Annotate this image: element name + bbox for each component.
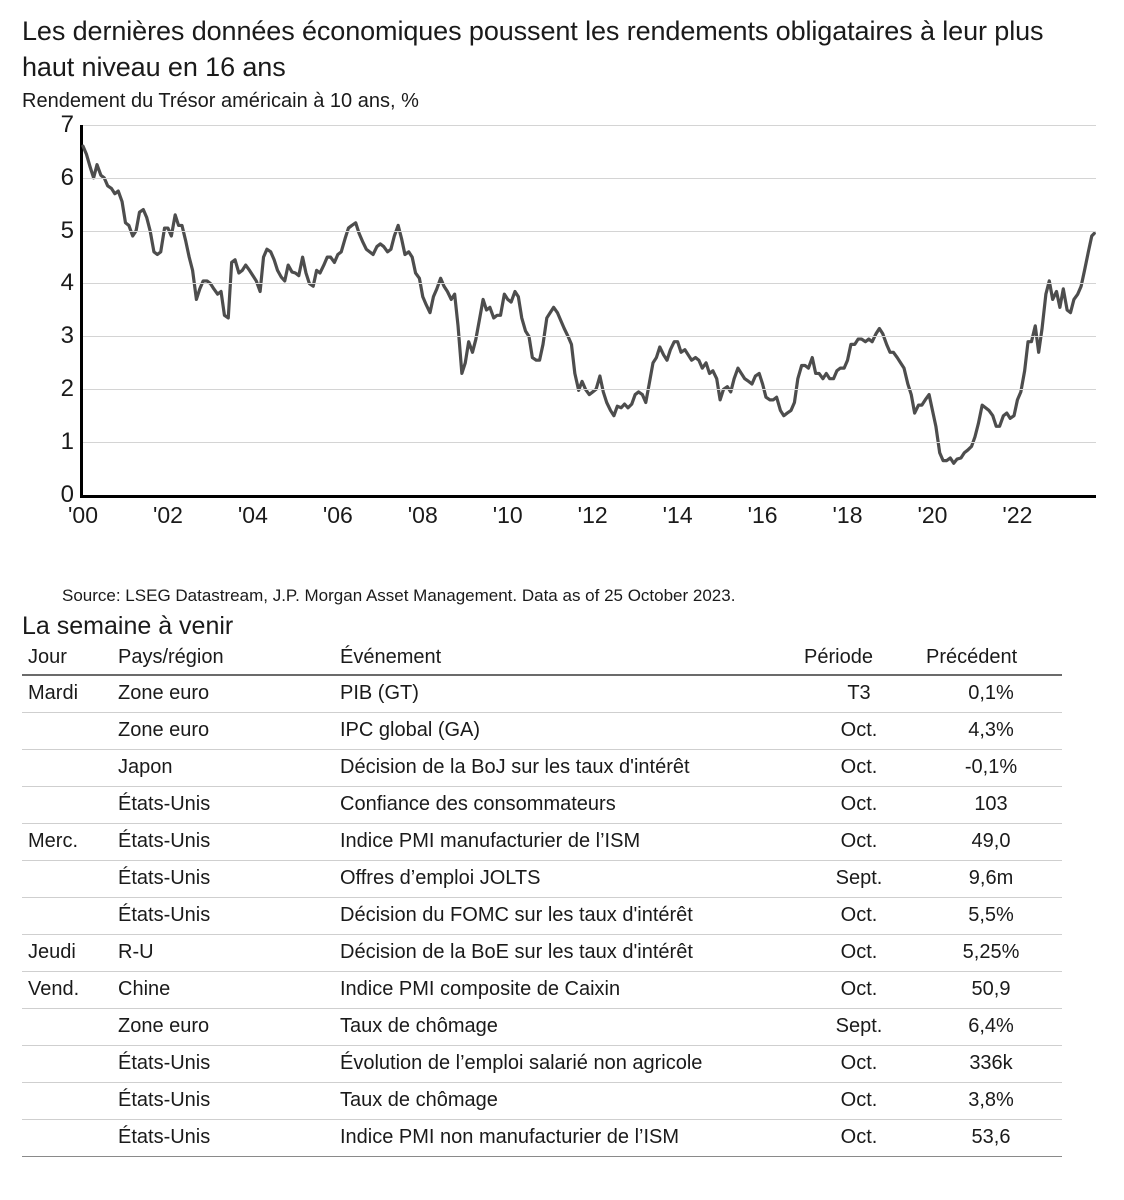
chart-gridline (83, 442, 1096, 443)
cell-region: Chine (112, 971, 334, 1008)
cell-event: PIB (GT) (334, 675, 798, 713)
table-row (22, 860, 1062, 897)
y-axis-tick-label: 3 (60, 322, 74, 350)
y-axis-tick-label: 4 (60, 269, 74, 297)
cell-period: Sept. (798, 860, 920, 897)
chart-gridline (83, 178, 1096, 179)
cell-event: Taux de chômage (334, 1082, 798, 1119)
table-row (22, 897, 1062, 934)
cell-period: Sept. (798, 1008, 920, 1045)
cell-region: Zone euro (112, 712, 334, 749)
cell-period: Oct. (798, 786, 920, 823)
table-header-row (22, 643, 1062, 675)
cell-period: Oct. (798, 823, 920, 860)
table-row (22, 823, 1062, 860)
cell-event: Indice PMI composite de Caixin (334, 971, 798, 1008)
cell-previous: 5,5% (920, 897, 1062, 934)
yield-line-series (83, 125, 1096, 495)
cell-event: Évolution de l’emploi salarié non agricole (334, 1045, 798, 1082)
cell-day (22, 1119, 112, 1156)
cell-previous: -0,1% (920, 749, 1062, 786)
y-axis-tick-label: 7 (60, 110, 74, 138)
column-header-event: Événement (334, 643, 798, 675)
cell-day: Jeudi (22, 934, 112, 971)
cell-period: Oct. (798, 749, 920, 786)
x-axis-tick-label: '20 (917, 501, 948, 528)
cell-previous: 49,0 (920, 823, 1062, 860)
column-header-day: Jour (22, 643, 112, 675)
cell-previous: 6,4% (920, 1008, 1062, 1045)
chart-gridline (83, 283, 1096, 284)
cell-period: Oct. (798, 897, 920, 934)
x-axis-tick-label: '04 (237, 501, 268, 528)
cell-previous: 53,6 (920, 1119, 1062, 1156)
cell-period: Oct. (798, 1119, 920, 1156)
x-axis-tick-label: '10 (492, 501, 523, 528)
cell-previous: 0,1% (920, 675, 1062, 713)
cell-event: Indice PMI manufacturier de l’ISM (334, 823, 798, 860)
table-row (22, 712, 1062, 749)
cell-period: Oct. (798, 934, 920, 971)
table-row (22, 1045, 1062, 1082)
cell-previous: 9,6m (920, 860, 1062, 897)
cell-day (22, 1045, 112, 1082)
cell-event: Décision de la BoJ sur les taux d'intérêt (334, 749, 798, 786)
y-axis-tick-label: 6 (60, 163, 74, 191)
cell-day: Vend. (22, 971, 112, 1008)
column-header-region: Pays/région (112, 643, 334, 675)
table-row (22, 749, 1062, 786)
cell-period: Oct. (798, 712, 920, 749)
cell-previous: 3,8% (920, 1082, 1062, 1119)
cell-period: Oct. (798, 1045, 920, 1082)
chart-gridline (83, 389, 1096, 390)
cell-previous: 50,9 (920, 971, 1062, 1008)
chart-gridline (83, 231, 1096, 232)
cell-day (22, 786, 112, 823)
cell-event: Confiance des consommateurs (334, 786, 798, 823)
cell-region: Zone euro (112, 675, 334, 713)
cell-previous: 4,3% (920, 712, 1062, 749)
column-header-period: Période (798, 643, 920, 675)
cell-region: États-Unis (112, 823, 334, 860)
page-title: Les dernières données économiques poussent les rendements obligataires à leur plus haut niveau en 16 ans (22, 16, 1044, 82)
cell-day: Mardi (22, 675, 112, 713)
x-axis-tick-label: '02 (152, 501, 183, 528)
cell-region: États-Unis (112, 786, 334, 823)
x-axis-tick-label: '22 (1002, 501, 1033, 528)
table-row (22, 1119, 1062, 1156)
chart-gridline (83, 125, 1096, 126)
table-row (22, 934, 1062, 971)
cell-region: États-Unis (112, 860, 334, 897)
cell-event: IPC global (GA) (334, 712, 798, 749)
table-row (22, 971, 1062, 1008)
cell-event: Offres d’emploi JOLTS (334, 860, 798, 897)
chart-container (22, 110, 1102, 540)
column-header-previous: Précédent (920, 643, 1062, 675)
cell-previous: 103 (920, 786, 1062, 823)
cell-event: Décision de la BoE sur les taux d'intérêt (334, 934, 798, 971)
table-row (22, 675, 1062, 713)
cell-day (22, 749, 112, 786)
y-axis-tick-label: 5 (60, 216, 74, 244)
cell-previous: 5,25% (920, 934, 1062, 971)
chart-gridline (83, 336, 1096, 337)
x-axis-tick-label: '14 (662, 501, 693, 528)
cell-event: Indice PMI non manufacturier de l’ISM (334, 1119, 798, 1156)
week-ahead-table (22, 643, 1062, 1157)
cell-region: Zone euro (112, 1008, 334, 1045)
x-axis-tick-label: '12 (577, 501, 608, 528)
cell-previous: 336k (920, 1045, 1062, 1082)
cell-day: Merc. (22, 823, 112, 860)
x-axis-tick-label: '08 (407, 501, 438, 528)
cell-region: États-Unis (112, 897, 334, 934)
y-axis-tick-label: 1 (60, 427, 74, 455)
y-axis-tick-label: 2 (60, 375, 74, 403)
table-row (22, 1008, 1062, 1045)
table-row (22, 1082, 1062, 1119)
cell-event: Taux de chômage (334, 1008, 798, 1045)
cell-day (22, 860, 112, 897)
cell-event: Décision du FOMC sur les taux d'intérêt (334, 897, 798, 934)
cell-region: États-Unis (112, 1045, 334, 1082)
chart-plot-area (60, 110, 1096, 528)
cell-day (22, 897, 112, 934)
source-note: Source: LSEG Datastream, J.P. Morgan Asset Management. Data as of 25 October 2023. (62, 585, 736, 605)
cell-day (22, 712, 112, 749)
week-ahead-title: La semaine à venir (22, 611, 234, 640)
x-axis-tick-label: '18 (832, 501, 863, 528)
cell-period: Oct. (798, 971, 920, 1008)
x-axis-tick-label: '00 (68, 501, 98, 528)
table-row (22, 786, 1062, 823)
cell-period: Oct. (798, 1082, 920, 1119)
cell-region: États-Unis (112, 1082, 334, 1119)
cell-day (22, 1008, 112, 1045)
x-axis-tick-label: '16 (747, 501, 778, 528)
chart-subtitle: Rendement du Trésor américain à 10 ans, % (22, 89, 419, 112)
cell-day (22, 1082, 112, 1119)
y-axis-tick-label: 0 (60, 480, 74, 508)
cell-region: R-U (112, 934, 334, 971)
cell-region: États-Unis (112, 1119, 334, 1156)
cell-region: Japon (112, 749, 334, 786)
cell-period: T3 (798, 675, 920, 713)
x-axis-tick-label: '06 (322, 501, 353, 528)
